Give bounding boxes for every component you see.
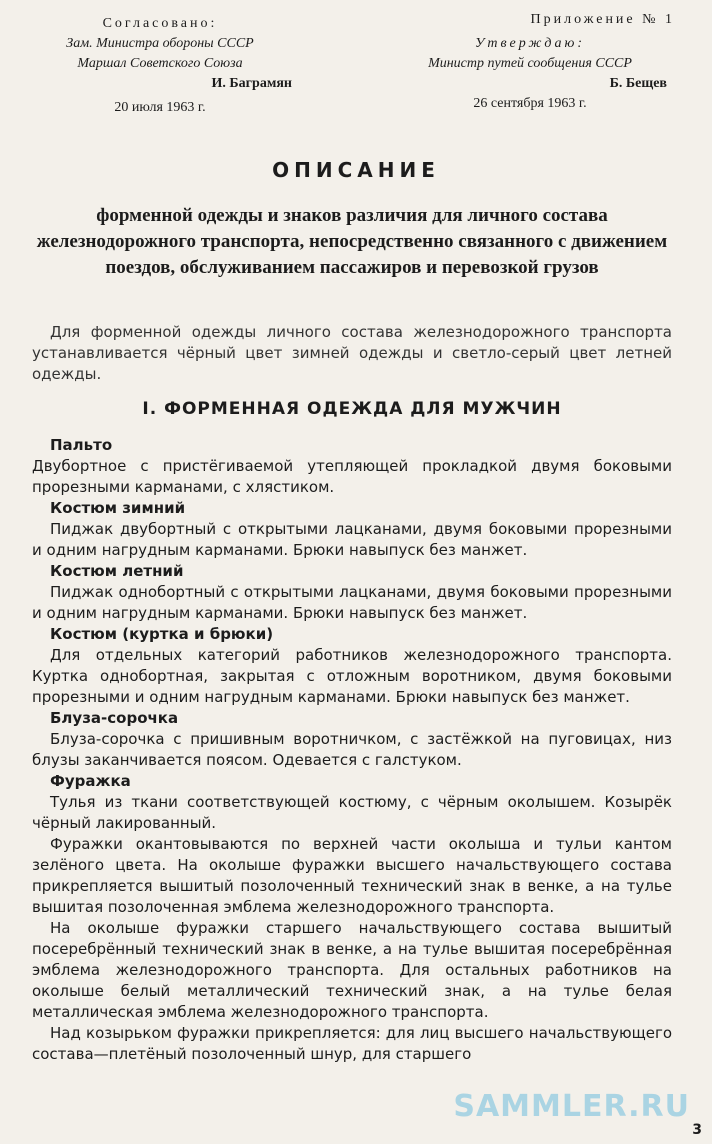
- page-number: 3: [692, 1122, 702, 1138]
- item-text-summer-suit: Пиджак однобортный с открытыми лацканами, двумя боковыми прорезными и одним нагрудным карманами. Брюки навыпуск без манжет.: [32, 583, 672, 622]
- approval-line-1: Зам. Министра обороны СССР: [66, 36, 254, 51]
- approval-date: 20 июля 1963 г.: [114, 100, 206, 115]
- item-text-winter-suit: Пиджак двубортный с открытыми лацканами, двумя боковыми прорезными и одним нагрудным карманами. Брюки навыпуск без манжет.: [32, 520, 672, 559]
- approval-signatory: И. Баграмян: [211, 76, 292, 91]
- intro-paragraph: Для форменной одежды личного состава железнодорожного транспорта устанавливается чёрный цвет зимней одежды и светло-серый цвет летней одежды.: [32, 323, 672, 383]
- item-heading-winter-suit: Костюм зимний: [50, 499, 186, 517]
- document-subtitle: форменной одежды и знаков различия для личного состава железнодорожного транспорта, непосредственно связанного с движением поездов, обслуживанием пассажиров и перевозкой грузов: [36, 205, 668, 278]
- approve-line-1: Министр путей сообщения СССР: [428, 56, 632, 71]
- item-heading-summer-suit: Костюм летний: [50, 562, 184, 580]
- approval-line-2: Маршал Советского Союза: [77, 56, 243, 71]
- paragraph-cap-senior: На околыше фуражки старшего начальствующего состава вышитый посеребрённый технический знак в венке, а на тулье вышитая посеребрённая эмблема железнодорожного транспорта. Для остальных работников на околыше белый металлический технический знак, а на тулье белая металлическая эмблема железнодорожного транспорта.: [32, 919, 672, 1021]
- approve-heading: Утверждаю:: [474, 36, 586, 51]
- section-heading: I. ФОРМЕННАЯ ОДЕЖДА ДЛЯ МУЖЧИН: [142, 399, 562, 419]
- paragraph-cap-cord: Над козырьком фуражки прикрепляется: для лиц высшего начальствующего состава—плетёный позолоченный шнур, для старшего: [32, 1024, 672, 1063]
- item-heading-cap: Фуражка: [50, 772, 131, 790]
- appendix-label: Приложение № 1: [530, 12, 675, 27]
- item-text-shirt: Блуза-сорочка с пришивным воротничком, с застёжкой на пуговицах, низ блузы заканчивается поясом. Одевается с галстуком.: [32, 730, 672, 769]
- approve-signatory: Б. Бещев: [609, 76, 667, 91]
- approval-block-right: [385, 10, 675, 114]
- item-heading-coat: Пальто: [50, 436, 113, 454]
- watermark: SAMMLER.RU: [453, 1089, 690, 1124]
- item-heading-shirt: Блуза-сорочка: [50, 709, 179, 727]
- document-title: ОПИСАНИЕ: [272, 158, 440, 182]
- paragraph-cap-piping: Фуражки окантовываются по верхней части околыша и тульи кантом зелёного цвета. На околыше фуражки высшего начальствующего состава прикрепляется вышитый позолоченный технический знак в венке, а на тулье вышитая позолоченная эмблема железнодорожного транспорта.: [32, 835, 672, 916]
- approve-date: 26 сентября 1963 г.: [473, 96, 587, 111]
- item-text-cap: Тулья из ткани соответствующей костюму, с чёрным околышем. Козырёк чёрный лакированный.: [32, 793, 672, 832]
- item-heading-jacket-suit: Костюм (куртка и брюки): [50, 625, 274, 643]
- approval-heading: Согласовано:: [102, 16, 218, 31]
- approval-block-left: [20, 14, 300, 118]
- document-body: [32, 322, 672, 1065]
- item-text-jacket-suit: Для отдельных категорий работников железнодорожного транспорта. Куртка однобортная, закрытая с отложным воротником, двумя боковыми прорезными и одним нагрудным карманами. Брюки навыпуск без манжет.: [32, 646, 672, 706]
- item-text-coat: Двубортное с пристёгиваемой утепляющей прокладкой двумя боковыми прорезными карманами, с хлястиком.: [32, 457, 672, 496]
